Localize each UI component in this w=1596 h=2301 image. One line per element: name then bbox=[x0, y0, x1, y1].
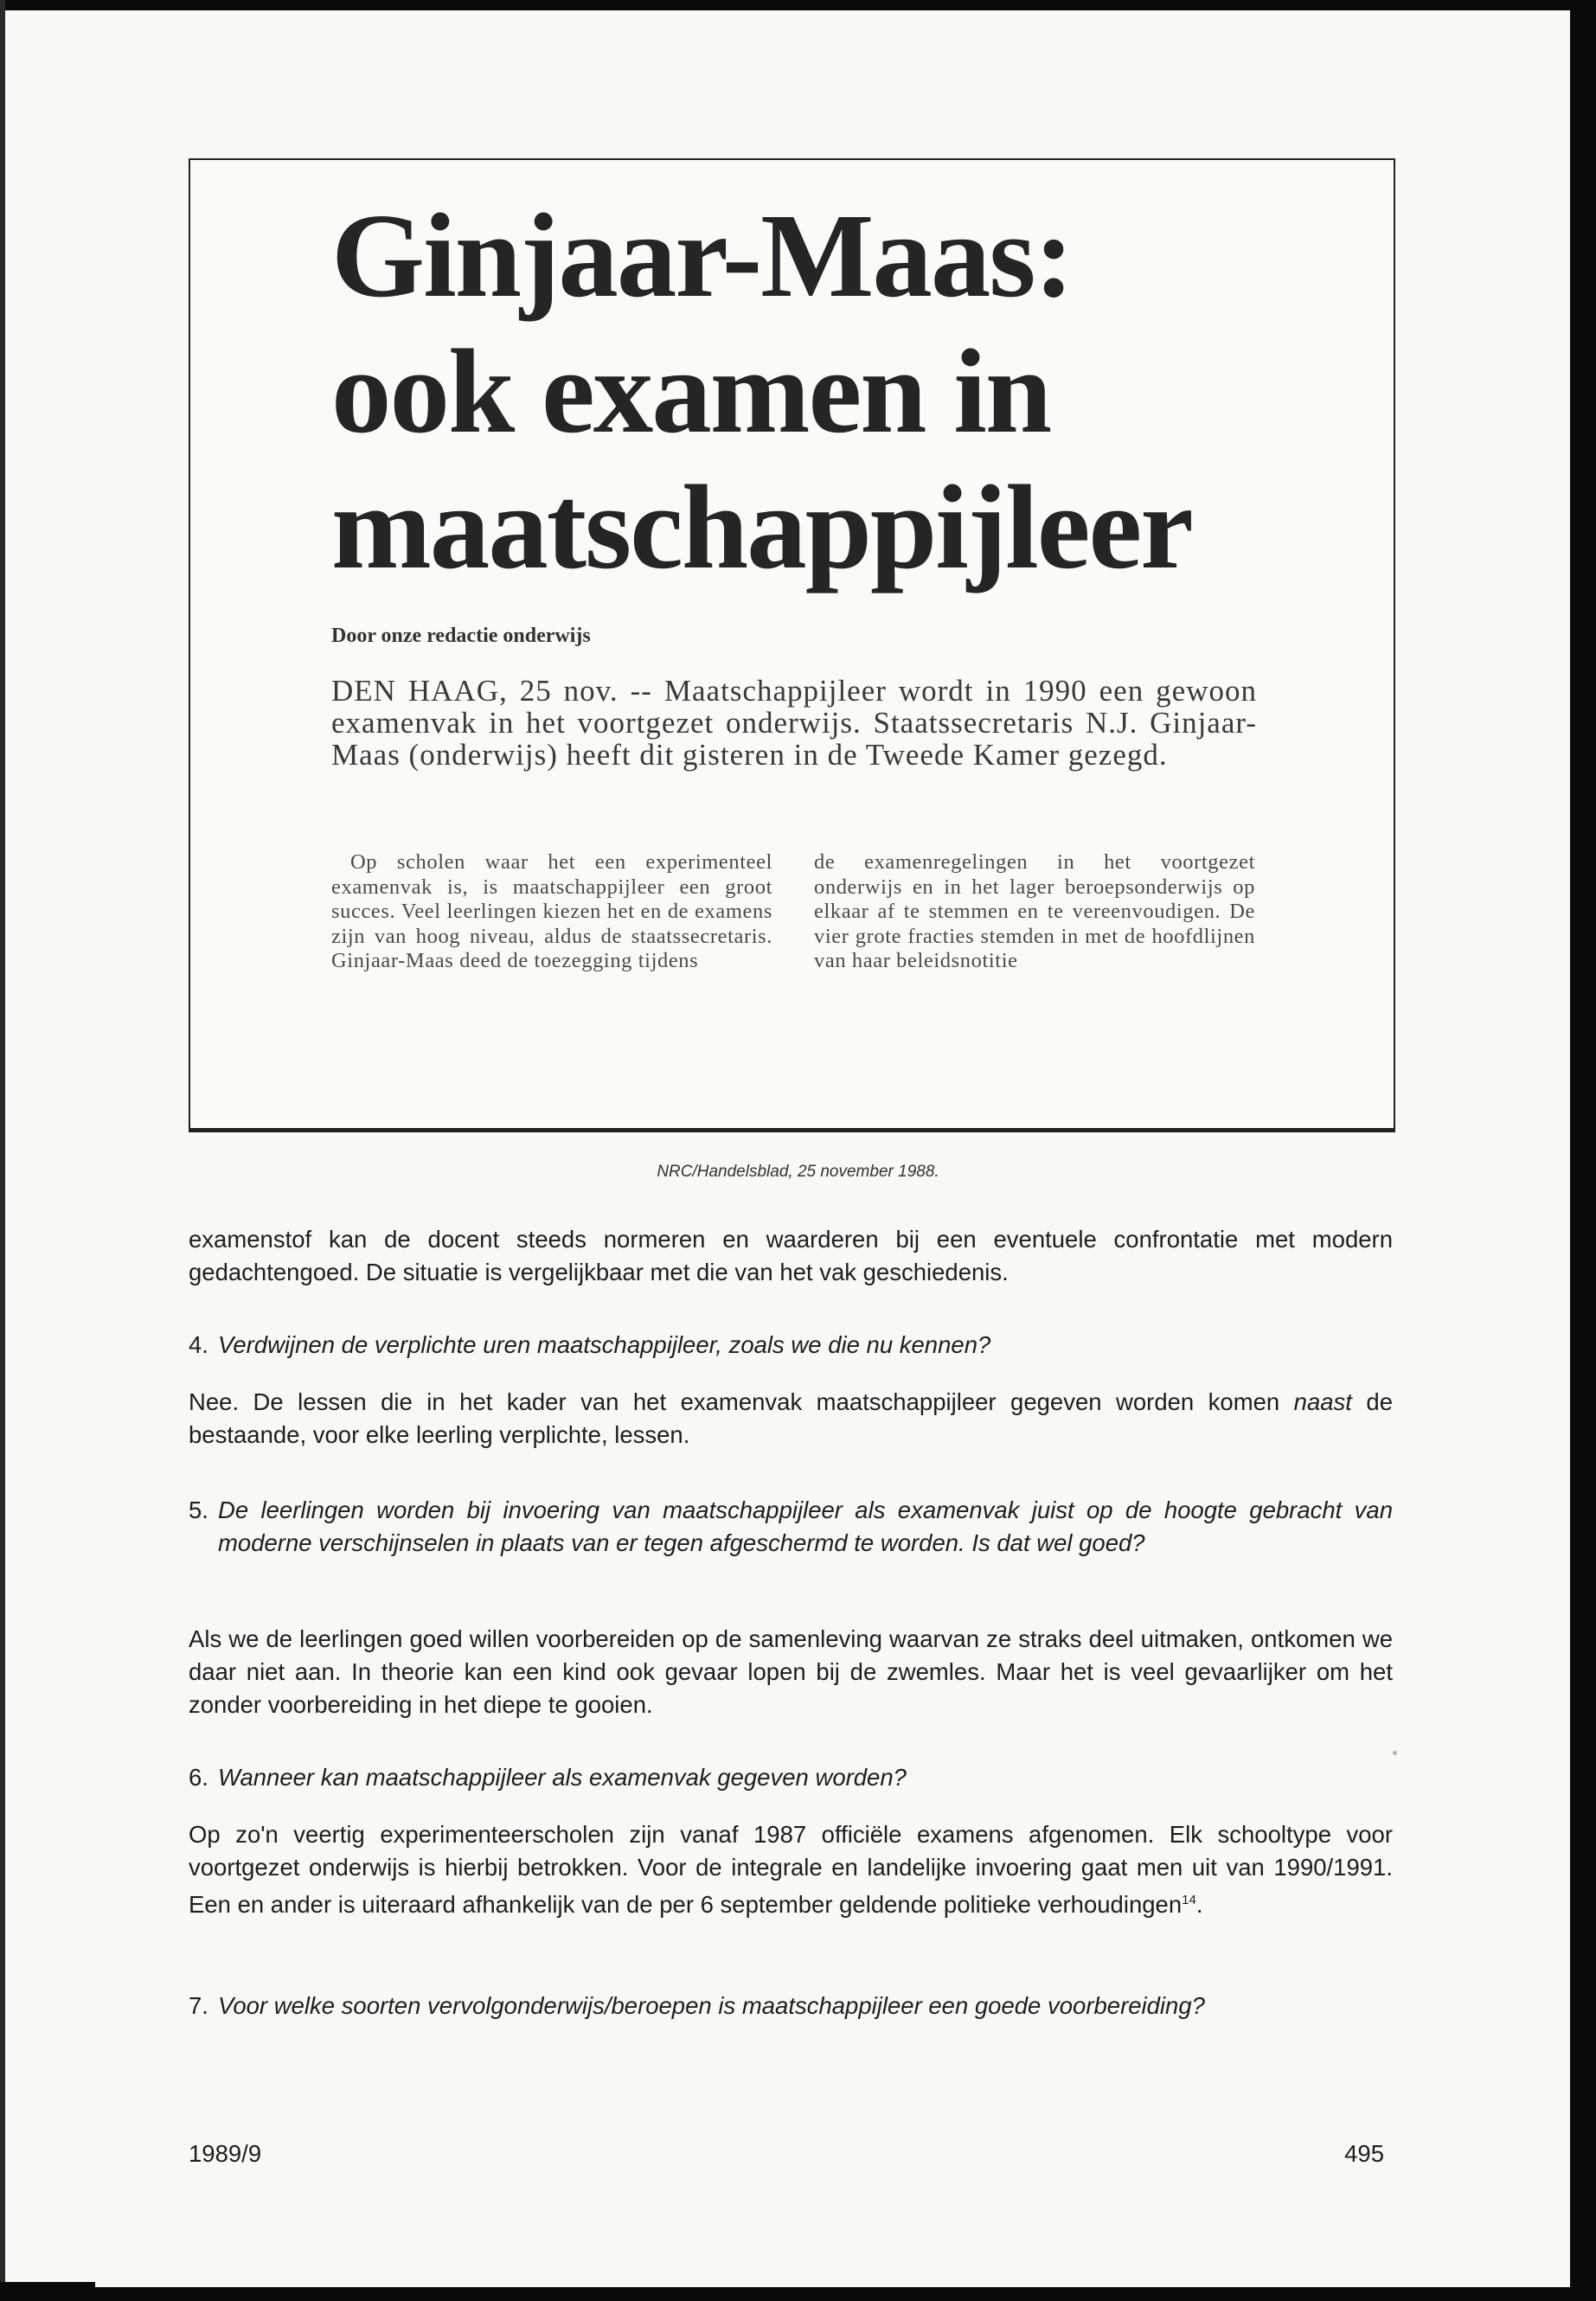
scan-border-bottom bbox=[0, 2287, 1596, 2301]
clipping-byline: Door onze redactie onderwijs bbox=[331, 625, 591, 647]
clipping-rule bbox=[189, 1130, 1395, 1132]
question-number: 7. bbox=[189, 1992, 208, 2019]
headline-line: ook examen in bbox=[331, 325, 1051, 458]
clipping-headline bbox=[331, 189, 1192, 596]
question-4 bbox=[189, 1329, 1393, 1362]
answer-text: Nee. De lessen die in het kader van het examenvak maatschappijleer gegeven worden komen bbox=[189, 1388, 1294, 1415]
clipping-column-left: Op scholen waar het een experimenteel examenvak is, is maatschappijleer een groot succes. Veel leerlingen kiezen het en de examens zijn van hoog niveau, aldus de staatssecretaris. Ginjaar-Maas deed de toezegging tijdens bbox=[331, 850, 772, 972]
scan-speck bbox=[1393, 1751, 1397, 1755]
answer-text: Op zo'n veertig experimenteerscholen zijn vanaf 1987 officiële examens afgenomen. Elk schooltype voor voortgezet onderwijs is hierbij betrokken. Voor de integrale en landelijke invoering gaat men uit van 1990/1991. Een en ander is uiteraard afhankelijk van de per 6 september geldende politieke verhoudingen bbox=[189, 1821, 1393, 1919]
answer-6 bbox=[189, 1818, 1393, 1921]
clipping-lede: DEN HAAG, 25 nov. -- Maatschappijleer wordt in 1990 een gewoon examenvak in het voortgezet onderwijs. Staatssecretaris N.J. Ginjaar-Maas (onderwijs) heeft dit gisteren in de Tweede Kamer gezegd. bbox=[331, 674, 1257, 772]
question-6 bbox=[189, 1761, 1393, 1794]
issue-number: 1989/9 bbox=[189, 2140, 262, 2167]
answer-text: . bbox=[1195, 1891, 1203, 1919]
answer-text: de bestaande, voor elke leerling verplichte, lessen. bbox=[189, 1388, 1394, 1448]
scan-border-left bbox=[0, 0, 5, 2301]
question-text: Voor welke soorten vervolgonderwijs/beroepen is maatschappijleer een goede voorbereiding? bbox=[218, 1992, 1205, 2019]
scan-border-top bbox=[0, 0, 1596, 10]
question-5 bbox=[189, 1494, 1393, 1560]
answer-4 bbox=[189, 1386, 1393, 1452]
scan-border-right bbox=[1570, 0, 1596, 2301]
page-number: 495 bbox=[1344, 2140, 1384, 2167]
scan-border-corner bbox=[0, 2282, 95, 2301]
question-text: Verdwijnen de verplichte uren maatschappijleer, zoals we die nu kennen? bbox=[218, 1331, 991, 1358]
clipping-column-right: de examenregelingen in het voortgezet onderwijs en in het lager beroepsonderwijs op elkaar af te stemmen en te vereenvoudigen. De vier grote fracties stemden in met de hoofdlijnen van haar beleidsnotitie bbox=[814, 850, 1255, 972]
question-number: 5. bbox=[189, 1497, 208, 1523]
question-number: 4. bbox=[189, 1331, 208, 1358]
answer-emphasis: naast bbox=[1293, 1388, 1352, 1415]
question-text: De leerlingen worden bij invoering van maatschappijleer als examenvak juist op de hoogte gebracht van moderne verschijnselen in plaats van er tegen afgeschermd te worden. Is dat wel goed? bbox=[218, 1497, 1393, 1556]
footnote-marker: 14 bbox=[1182, 1893, 1196, 1907]
question-number: 6. bbox=[189, 1764, 208, 1791]
answer-5: Als we de leerlingen goed willen voorbereiden op de samenleving waarvan ze straks deel uitmaken, ontkomen we daar niet aan. In theorie kan een kind ook gevaar lopen bij de zwemles. Maar het is veel gevaarlijker om het zonder voorbereiding in het diepe te gooien. bbox=[189, 1625, 1393, 1718]
source-caption: NRC/Handelsblad, 25 november 1988. bbox=[657, 1163, 939, 1181]
headline-line: maatschappijleer bbox=[331, 461, 1192, 594]
headline-line: Ginjaar-Maas: bbox=[331, 189, 1073, 323]
question-text: Wanneer kan maatschappijleer als examenvak gegeven worden? bbox=[218, 1764, 907, 1791]
question-7 bbox=[189, 1990, 1393, 2022]
intro-paragraph: examenstof kan de docent steeds normeren en waarderen bij een eventuele confrontatie met modern gedachtengoed. De situatie is vergelijkbaar met die van het vak geschiedenis. bbox=[189, 1226, 1393, 1285]
